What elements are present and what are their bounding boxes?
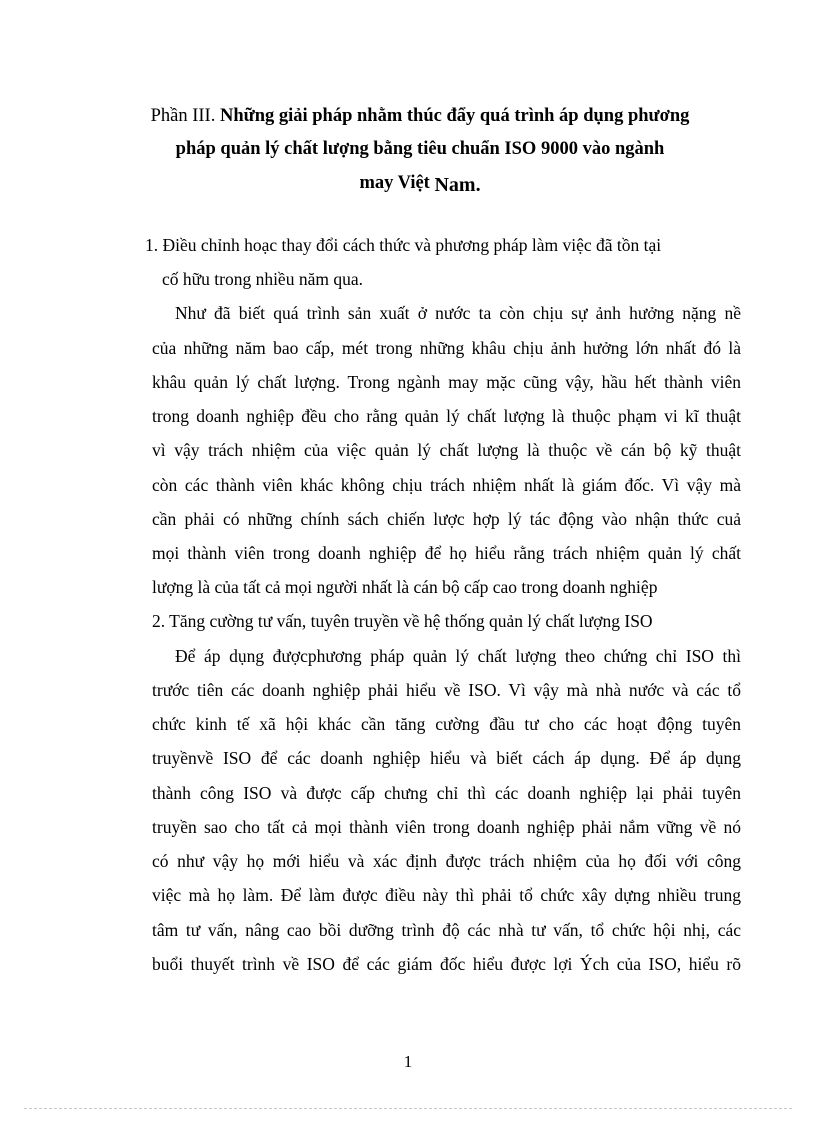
section-2-paragraph-line: việc mà họ làm. Để làm được điều này thì phải tổ chức xây dựng nhiều trung — [152, 885, 741, 905]
section-2-paragraph-line: có như vậy họ mới hiểu và xác định được trách nhiệm của họ đối với công — [152, 851, 741, 871]
section-1-paragraph-line: khâu quản lý chất lượng. Trong ngành may mặc cũng vậy, hầu hết thành viên — [152, 372, 741, 392]
heading-line-1-text: Những giải pháp nhằm thúc đẩy quá trình áp dụng phương — [219, 106, 690, 126]
page-number: 1 — [403, 1052, 413, 1071]
heading-line-2 — [110, 133, 730, 166]
section-1-paragraph-line: cần phải có những chính sách chiến lược hợp lý tác động vào nhận thức cuả — [152, 509, 741, 529]
section-2-paragraph-line: chức kinh tế xã hội khác cần tăng cường đầu tư cho các hoạt động tuyên — [152, 714, 741, 734]
heading-line-2-text: pháp quản lý chất lượng bằng tiêu chuẩn ISO 9000 vào ngành — [175, 139, 665, 159]
section-2-paragraph-line: truyềnvề ISO để các doanh nghiệp hiểu và biết cách áp dụng. Để áp dụng — [152, 748, 741, 768]
section-2-paragraph-line: thành công ISO và được cấp chưng chỉ thì các doanh nghiệp lại phải tuyên — [152, 783, 741, 803]
section-heading — [110, 100, 730, 200]
heading-line-1 — [110, 100, 730, 133]
section-1-paragraph-line: mọi thành viên trong doanh nghiệp để họ hiểu rằng trách nhiệm quản lý chất — [152, 543, 741, 563]
section-1-paragraph-line: Như đã biết quá trình sản xuất ở nước ta còn chịu sự ảnh hưởng nặng nề — [175, 303, 741, 323]
section-1-title-line-1: 1. Điều chỉnh hoạc thay đổi cách thức và phương pháp làm việc đã tồn tại — [145, 235, 662, 255]
section-1-paragraph-line: trong doanh nghiệp đều cho rằng quản lý chất lượng là thuộc phạm vi kĩ thuật — [152, 406, 741, 426]
section-1-paragraph-line: của những năm bao cấp, mét trong những khâu chịu ảnh hưởng lớn nhất đó là — [152, 338, 741, 358]
heading-line-3-dot: . — [475, 174, 481, 196]
section-1-title-line-2: cố hữu trong nhiều năm qua. — [162, 269, 363, 289]
heading-line-3-text: may Việt — [359, 173, 435, 193]
section-2-paragraph-line: tâm tư vấn, nâng cao bồi dưỡng trình độ các nhà tư vấn, tổ chức hội nhị, các — [152, 920, 741, 940]
heading-prefix: Phần III. — [150, 106, 220, 126]
section-2-paragraph-line: buổi thuyết trình về ISO để các giám đốc hiểu được lợi Ých của ISO, hiểu rõ — [152, 954, 741, 974]
section-2-paragraph-line: Để áp dụng đượcphương pháp quản lý chất lượng theo chứng chỉ ISO thì — [175, 646, 741, 666]
section-2-paragraph-line: trước tiên các doanh nghiệp phải hiểu về ISO. Vì vậy mà nhà nước và các tổ — [152, 680, 741, 700]
heading-line-3 — [110, 166, 730, 200]
section-2-title: 2. Tăng cường tư vấn, tuyên truyền về hệ thống quản lý chất lượng ISO — [152, 611, 653, 631]
page-bottom-divider — [24, 1108, 792, 1109]
section-2-paragraph-line: truyền sao cho tất cả mọi thành viên trong doanh nghiệp phải nắm vững về nó — [152, 817, 741, 837]
section-1-paragraph-line: vì vậy trách nhiệm của việc quản lý chất lượng là thuộc về cán bộ kỹ thuật — [152, 440, 741, 460]
section-1-paragraph-line: lượng là của tất cả mọi người nhất là cán bộ cấp cao trong doanh nghiệp — [152, 577, 658, 597]
heading-line-3-tail: Nam — [434, 174, 476, 196]
section-1-paragraph-line: còn các thành viên khác không chịu trách nhiệm nhất là giám đốc. Vì vậy mà — [152, 475, 741, 495]
